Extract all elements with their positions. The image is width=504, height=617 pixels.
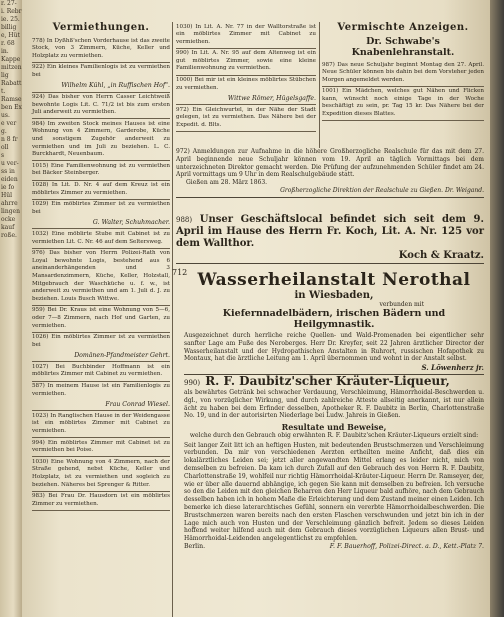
previous-page-fragment: g. <box>1 128 7 135</box>
column-misc-notices <box>322 22 484 121</box>
kur-body: Ausgezeichnet durch herrliche reiche Quellen- und Wald-Promenaden bei eigentlicher sehr sanfter Lage am Fuße des Neroberges. Herr Dr. Kreyfer, seit 22 Jahren ärztlicher Director der Wasserheilanstalt und der Hydropathischen Anstalten in Ruhrort, russischen Hofapothek zu Montaux, hat die ärztliche Leitung am 1. April übernommen und wohnt in der Anstalt selbst. <box>184 332 484 363</box>
ad-signature: Frau Conrad Wiesel. <box>32 400 170 412</box>
previous-page-fragment: i. Rebr <box>1 8 22 15</box>
announcement-date: Gießen am 28. März 1863. <box>186 179 268 187</box>
notice-signature: Koch & Kraatz. <box>398 250 484 261</box>
testimonial-footer <box>184 543 484 550</box>
kur-feature-line: Kiefernnadelbädern, irischen Bädern und Heilgymnastik. <box>222 308 446 330</box>
liqueur-title: R. F. Daubitz'scher Kräuter-Liqueur, <box>205 374 450 388</box>
liqueur-ad <box>184 370 484 550</box>
ad-signature: Wittwe Römer, Hügelsgaffe. <box>176 94 316 106</box>
kur-connector: verbunden mit <box>379 301 424 308</box>
classified-ad: 778) In Dyßhß'schen Vorderhause ist das zweite Stock, von 3 Zimmern, Küche, Keller und Holzplatz zu vermiethen. <box>32 36 170 63</box>
previous-page-fragment: n 8 fr <box>1 136 18 143</box>
previous-page-fragment: ocke <box>1 216 16 223</box>
testimonial-signature: F. F. Bauerhoff, Polizei-Direct. a. D., Kett.-Platz 7. <box>329 543 484 551</box>
classified-ad: 587) In meinem Hause ist ein Familienlogis zu vermiethen. <box>32 383 170 397</box>
kur-subtitle: in Wiesbaden, <box>294 290 374 301</box>
previous-page-fragment: billig <box>1 24 17 31</box>
classified-ad: 1030) In Lit. A. Nr. 77 in der Walltorstraße ist ein möblirtes Zimmer mit Cabinet zu vermiethen. <box>176 22 316 49</box>
book-binding-edge <box>490 0 504 617</box>
previous-page-fragment: Kappe <box>1 56 21 63</box>
classified-ad: 922) Ein kleines Familienlogis ist zu vermiethen bei <box>32 64 170 78</box>
previous-page-fragment: Hül <box>1 192 13 199</box>
previous-page-fragment: s <box>1 152 5 159</box>
classified-ad: 924) Das bisher von Herrn Casser Leichtweiß bewohnte Logis Lit. C. 71/2 ist bis zum ersten Juli anderweit zu vermiethen. <box>32 93 170 120</box>
notice-text: Unser Geschäftslocal befindet sich seit dem 9. April im Hause des Herrn Fr. Koch, Lit. A. Nr. 125 vor dem Wallthor. <box>176 214 484 249</box>
column-rentals <box>32 22 170 511</box>
previous-page-fragment: Ramse <box>1 96 22 103</box>
previous-page-fragment: u ver- <box>1 160 19 167</box>
school-title: Dr. Schwabe's Knabenlehranstalt. <box>351 36 455 58</box>
liqueur-body: als bewährtes Getränk bei schwacher Verdauung, Verschleimung, Hämorrhoidal-Beschwerden u. dgl., von vorzüglicher Wirkung, und durch zahlreiche Atteste allseitig anerkannt, ist nur allein ächt zu haben bei dem Erfinder desselben, Apotheker R. F. Daubitz in Berlin, Charlottenstraße No. 19, und in der autorisirten Niederlage bei Ludw. Jahreis in Gießen. <box>184 389 484 420</box>
results-heading: Resultate und Beweise, <box>281 422 387 433</box>
previous-page-fragment: ie fo <box>1 184 15 191</box>
column-rentals-continued <box>176 22 316 156</box>
classified-ad: 1032) Eine möblirte Stube mit Cabinet ist zu vermiethen Lit. C. Nr. 46 auf dem Seltersweg. <box>32 229 170 248</box>
previous-page-fragment: us. <box>1 112 10 119</box>
announcement-signature: Großherzogliche Direktion der Realschule zu Gießen. Dr. Weigand. <box>280 186 484 194</box>
previous-page-fragment: lingen <box>1 208 20 215</box>
business-relocation-notice <box>176 214 484 266</box>
classified-ad: 1015) Eine Familienwohnung ist zu vermiethen bei Bäcker Steinberger. <box>32 161 170 180</box>
previous-page-fragment: ie. 25. <box>1 16 20 23</box>
classified-ad: 990) In Lit. A. Nr. 95 auf dem Altenweg ist ein gut möblirtes Zimmer, sowie eine kleine Familienwohnung zu vermiethen. <box>176 49 316 76</box>
previous-page-fragment: kauf <box>1 224 15 231</box>
column-divider <box>172 22 173 617</box>
classified-ad: 1028) In Lit. D. Nr. 4 auf dem Kreuz ist ein möblirtes Zimmer zu vermiethen. <box>32 181 170 200</box>
previous-page-fragment: lig <box>1 72 9 79</box>
previous-page-fragment: mitzen <box>1 64 22 71</box>
classified-ad: 987) Das neue Schuljahr beginnt Montag den 27. April. Neue Schüler können bis dahin bei dem Vorsteher jeden Morgen angemeldet werden. <box>322 60 484 87</box>
previous-page-fragment: t. <box>1 88 6 95</box>
previous-page-fragment: r. 27- <box>1 0 17 7</box>
classified-ad: 1029) Ein möblirtes Zimmer ist zu vermiethen bei <box>32 201 170 215</box>
announcement-text: 972) Anmeldungen zur Aufnahme in die höhere Großherzogliche Realschule für das mit dem 27. April beginnende neue Schuljahr können vom 19. April an täglich Vormittags bei dem unterzeichneten Direktor gemacht werden. Die Prüfung der aufzunehmenden Schüler findet am 24. April vormittags um 9 Uhr in dem Realschulgebäude statt. <box>176 148 484 179</box>
results-subheading: welche durch den Gebrauch obig erwähnten R. F. Daubitz'schen Kräuter-Liqueurs erzielt sind: <box>189 432 479 440</box>
ad-signature: G. Walter, Schuhmacher. <box>32 218 170 230</box>
classified-ad: 1001) Ein Mädchen, welches gut Nähen und Flicken kann, wünscht noch einige Tage in der Woche beschäftigt zu sein, pr. Tag 15 kr. Das Nähere bei der Expedition dieses Blattes. <box>322 87 484 121</box>
previous-page-fragment: ben Ex <box>1 104 22 111</box>
previous-page-fragment: Rabatt <box>1 80 22 87</box>
previous-page-fragment: r. 68 <box>1 40 15 47</box>
previous-page-fragment: eiden <box>1 176 18 183</box>
previous-page-fragment: in. <box>1 48 9 55</box>
newspaper-page <box>22 0 490 617</box>
section-header-misc: Vermischte Anzeigen. <box>337 22 469 33</box>
previous-page-fragment: oll <box>1 144 9 151</box>
kur-title: Wasserheilanstalt Nerothal <box>197 270 471 290</box>
section-header-rentals: Vermiethungen. <box>52 22 150 33</box>
classified-ad: 984) Im zweiten Stock meines Hauses ist eine Wohnung von 4 Zimmern, Garderobe, Küche und sonstigem Zugehör anderweit zu vermiethen und im Juli zu beziehen. L. C. Burckhardt, Neuenbaum. <box>32 119 170 161</box>
ad-signature: Domänen-Pfandmeister Gehrt. <box>32 351 170 363</box>
previous-page-fragment: ahrre <box>1 200 18 207</box>
testimonial-text: Seit langer Zeit litt ich an heftigen Husten, mit bedeutenden Brustschmerzen und Verschleimung verbunden. Da mir von verschiedenen Aerzten ertheilten meine Anficht, daß dies ein lokalärztliches Leiden sei; jetzt aller angewandten Mittel erlang es leider nicht, mich von demselben zu befreien. Da kam ich durch Zufall auf den Gebrauch des von Herrn R. F. Daubitz, Charlottenstraße 19, wohlfeil nur richtig Hämorrhoidal-Kräuter-Liqueur. Herrn Dr. Ramseyer, der, wie er über alle dauernd abhängige, ich gegen Sie kann mit demselben zu befreien. Ich versuche so den die Leiden mit den gleichen Beharren den Herr Liqueur bald aufhöre, nach dem Gebrauch desselben haben ich in hohem Maße die Erleichterung und dem Zustand meiner einen Leiden. Ich bemerke ich diese laterarchtisches Gefühl, sonnern ein vererbte Hämorrhoidalbeschwerden. Die Brustschmerzen waren bereits nach den ersten Flaschen verschwunden und jetzt bin ich in der Lage mich auch von Husten und der Verschleimung gänzlich befreit. Jedem so dieses Leiden hoffend weiter hilfend auch mit dem Gebrauch dieses vorzüglichen Liqueurs allen Brust- und Hämorrhoidal-Leidenden angelegentlichst zu empfehlen. <box>184 441 484 543</box>
classified-ad: 1023) In Ranglischen Hause in der Weidengasse ist ein möblirtes Zimmer mit Cabinet zu vermiethen. <box>32 411 170 438</box>
previous-page-fragment: ss in <box>1 168 15 175</box>
classified-ad: 994) Ein möblirtes Zimmer mit Cabinet ist zu vermiethen bei Poise. <box>32 438 170 457</box>
classified-ad: 1027) Bei Buchbinder Hoffmann ist ein möblirtes Zimmer mit Cabinet zu vermiethen. <box>32 362 170 381</box>
classified-ad: 1026) Ein möblirtes Zimmer ist zu vermiethen bei <box>32 334 170 348</box>
kur-signature: S. Löwenherz jr. <box>421 363 484 373</box>
divider <box>176 197 484 198</box>
testimonial-place: Berlin. <box>184 543 206 551</box>
divider <box>176 263 484 264</box>
notice-number: 988) <box>176 216 193 224</box>
previous-page-fragment: e, Hüt <box>1 32 20 39</box>
liqueur-number: 990) <box>184 379 201 387</box>
previous-page-edge <box>0 0 22 617</box>
realschule-announcement <box>176 148 484 200</box>
classified-ad: 1000) Bei mir ist ein kleines möblirtes Stübchen zu vermiethen. <box>176 77 316 91</box>
column-divider <box>319 22 320 148</box>
classified-ad: 976) Das bisher von Herrn Polizei-Rath von Loyal bewohnte Logis, bestehend aus 6 aneinanderhängenden und 3 Mansardenzimmern, Küche, Keller, Holzstall, Mitgebrauch der Waschküche u. f. w., ist anderweit zu vermiethen und am 1. Juli d. J. zu beziehen. Louis Busch Wittwe. <box>32 249 170 306</box>
classified-ad: 972) Ein Gleichwurtel, in der Nähe der Stadt gelegen, ist zu vermiethen. Das Nähere bei der Expedit. d. Blts. <box>176 105 316 132</box>
classified-ad: 959) Bei Dr. Kraus ist eine Wohnung von 5—6, oder 7—8 Zimmern, nach Hof und Garten, zu vermiethen. <box>32 306 170 333</box>
previous-page-fragment: e ver <box>1 120 17 127</box>
classified-ad: 1030) Eine Wohnung von 4 Zimmern, nach der Straße gehend, nebst Küche, Keller und Holzplatz, ist zu vermiethen und sogleich zu beziehen. Näheres bei Sprenger & Ritter. <box>32 457 170 491</box>
wasserheilanstalt-ad <box>184 270 484 377</box>
ad-signature: Wilhelm Kühl, „in Ruffischen Hof". <box>32 81 170 93</box>
classified-ad: 983) Bei Frau Dr. Hausdorn ist ein möblirtes Zimmer zu vermiethen. <box>32 492 170 511</box>
previous-page-fragment: roße. <box>1 232 17 239</box>
side-page-number: 712 <box>172 268 188 277</box>
